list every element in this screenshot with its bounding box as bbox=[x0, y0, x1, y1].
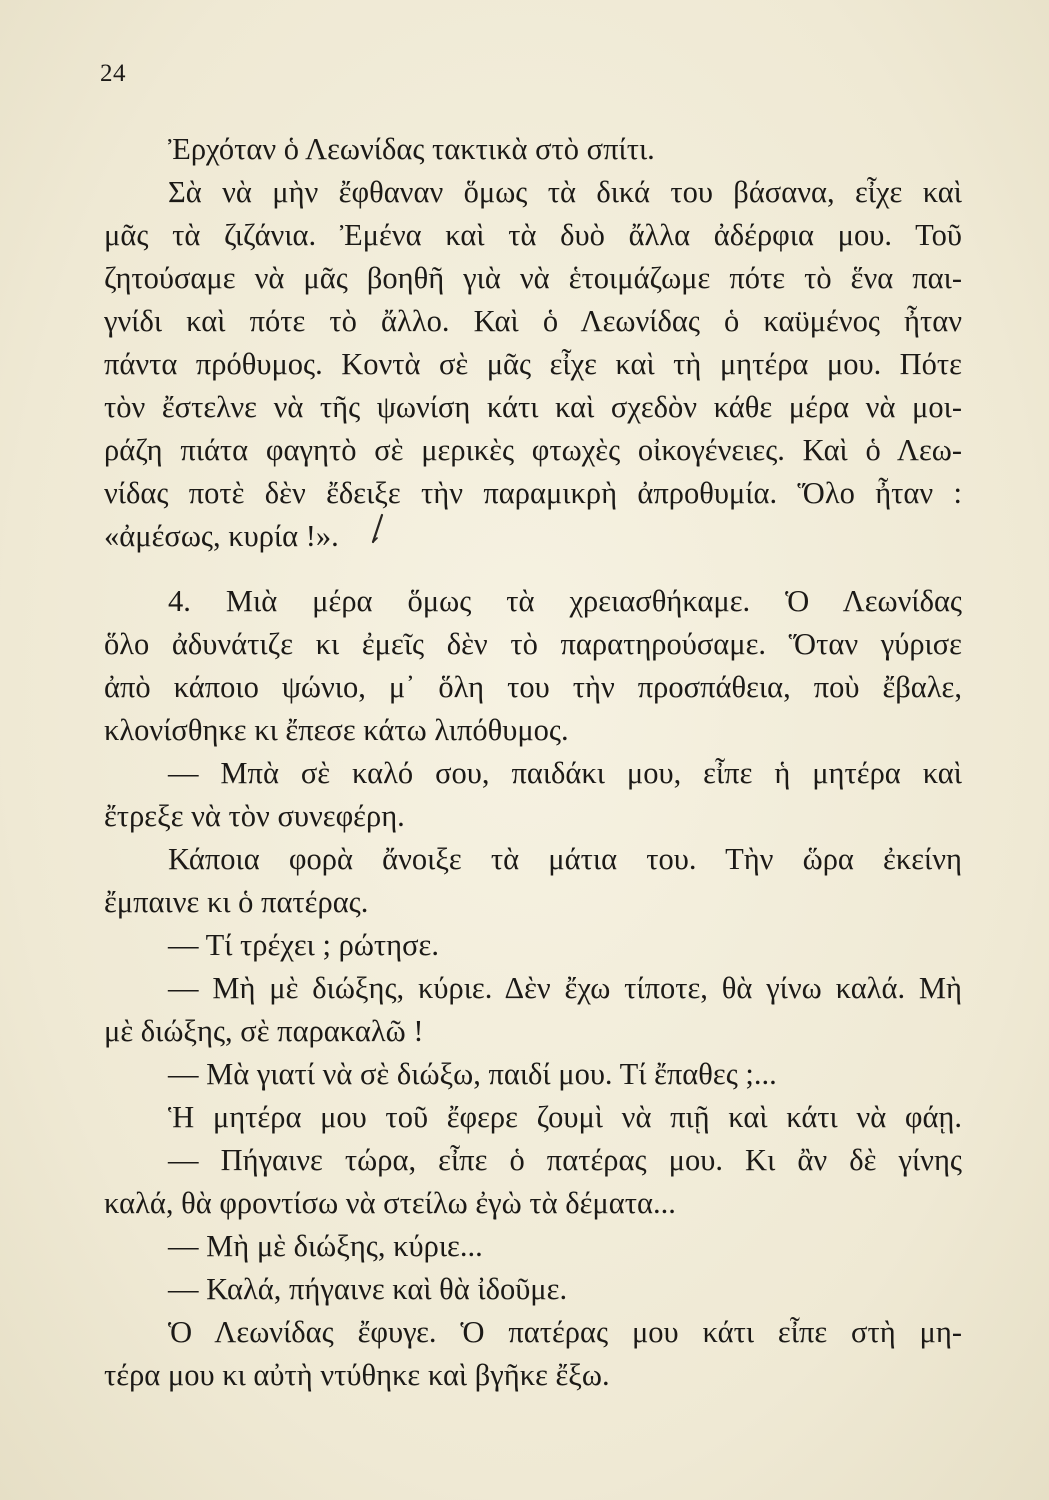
text-line: ἔμπαινε κι ὁ πατέρας. bbox=[104, 885, 369, 919]
text-line: «ἀμέσως, κυρία !». bbox=[104, 519, 339, 553]
body-text bbox=[104, 128, 962, 1397]
text-line: γνίδι καὶ πότε τὸ ἄλλο. Καὶ ὁ Λεωνίδας ὁ καϋμένος ἦταν bbox=[104, 304, 962, 338]
text-line: — Μὴ μὲ διώξης, κύριε... bbox=[168, 1229, 483, 1263]
text-line: Ἡ μητέρα μου τοῦ ἔφερε ζουμὶ νὰ πιῇ καὶ κάτι νὰ φάῃ. bbox=[168, 1100, 962, 1134]
text-line: Ὁ Λεωνίδας ἔφυγε. Ὁ πατέρας μου κάτι εἶπε στὴ μη- bbox=[168, 1315, 962, 1349]
text-line: — Πήγαινε τώρα, εἶπε ὁ πατέρας μου. Κι ἂν δὲ γίνης bbox=[168, 1143, 962, 1177]
text-line: τὸν ἔστελνε νὰ τῆς ψωνίση κάτι καὶ σχεδὸν κάθε μέρα νὰ μοι- bbox=[104, 390, 962, 424]
text-line: — Καλά, πήγαινε καὶ θὰ ἰδοῦμε. bbox=[168, 1272, 568, 1306]
text-line: Ἐρχόταν ὁ Λεωνίδας τακτικὰ στὸ σπίτι. bbox=[168, 132, 655, 166]
page-number: 24 bbox=[100, 60, 126, 87]
text-line: Κάποια φορὰ ἄνοιξε τὰ μάτια του. Τὴν ὥρα ἐκείνη bbox=[168, 842, 962, 876]
text-line: Σὰ νὰ μὴν ἔφθαναν ὅμως τὰ δικά του βάσανα, εἶχε καὶ bbox=[168, 175, 962, 209]
text-line: ζητούσαμε νὰ μᾶς βοηθῆ γιὰ νὰ ἑτοιμάζωμε πότε τὸ ἕνα παι- bbox=[104, 261, 962, 295]
text-line: καλά, θὰ φροντίσω νὰ στείλω ἐγὼ τὰ δέματα... bbox=[104, 1186, 676, 1220]
text-line: ἔτρεξε νὰ τὸν συνεφέρη. bbox=[104, 799, 405, 833]
text-line: ὅλο ἀδυνάτιζε κι ἐμεῖς δὲν τὸ παρατηρούσαμε. Ὅταν γύρισε bbox=[104, 627, 962, 661]
text-line: νίδας ποτὲ δὲν ἔδειξε τὴν παραμικρὴ ἀπροθυμία. Ὅλο ἦταν : bbox=[104, 476, 962, 510]
text-line: ἀπὸ κάποιο ψώνιο, μ᾽ ὅλη του τὴν προσπάθεια, ποὺ ἔβαλε, bbox=[104, 670, 962, 704]
text-line: 4. Μιὰ μέρα ὅμως τὰ χρειασθήκαμε. Ὁ Λεωνίδας bbox=[168, 584, 962, 618]
text-line: — Μπὰ σὲ καλό σου, παιδάκι μου, εἶπε ἡ μητέρα καὶ bbox=[168, 756, 962, 790]
paragraph-gap bbox=[104, 558, 962, 580]
text-line: — Μὰ γιατί νὰ σὲ διώξω, παιδί μου. Τί ἔπαθες ;... bbox=[168, 1057, 777, 1091]
pencil-slash-mark bbox=[368, 512, 386, 546]
text-line: πάντα πρόθυμος. Κοντὰ σὲ μᾶς εἶχε καὶ τὴ μητέρα μου. Πότε bbox=[104, 347, 962, 381]
text-line: μὲ διώξης, σὲ παρακαλῶ ! bbox=[104, 1014, 424, 1048]
text-line: — Τί τρέχει ; ρώτησε. bbox=[168, 928, 439, 962]
text-line: κλονίσθηκε κι ἔπεσε κάτω λιπόθυμος. bbox=[104, 713, 569, 747]
text-line: — Μὴ μὲ διώξης, κύριε. Δὲν ἔχω τίποτε, θὰ γίνω καλά. Μὴ bbox=[168, 971, 962, 1005]
text-line: ράζη πιάτα φαγητὸ σὲ μερικὲς φτωχὲς οἰκογένειες. Καὶ ὁ Λεω- bbox=[104, 433, 962, 467]
text-line: τέρα μου κι αὐτὴ ντύθηκε καὶ βγῆκε ἔξω. bbox=[104, 1358, 610, 1392]
text-line: μᾶς τὰ ζιζάνια. Ἐμένα καὶ τὰ δυὸ ἄλλα ἀδέρφια μου. Τοῦ bbox=[104, 218, 962, 252]
